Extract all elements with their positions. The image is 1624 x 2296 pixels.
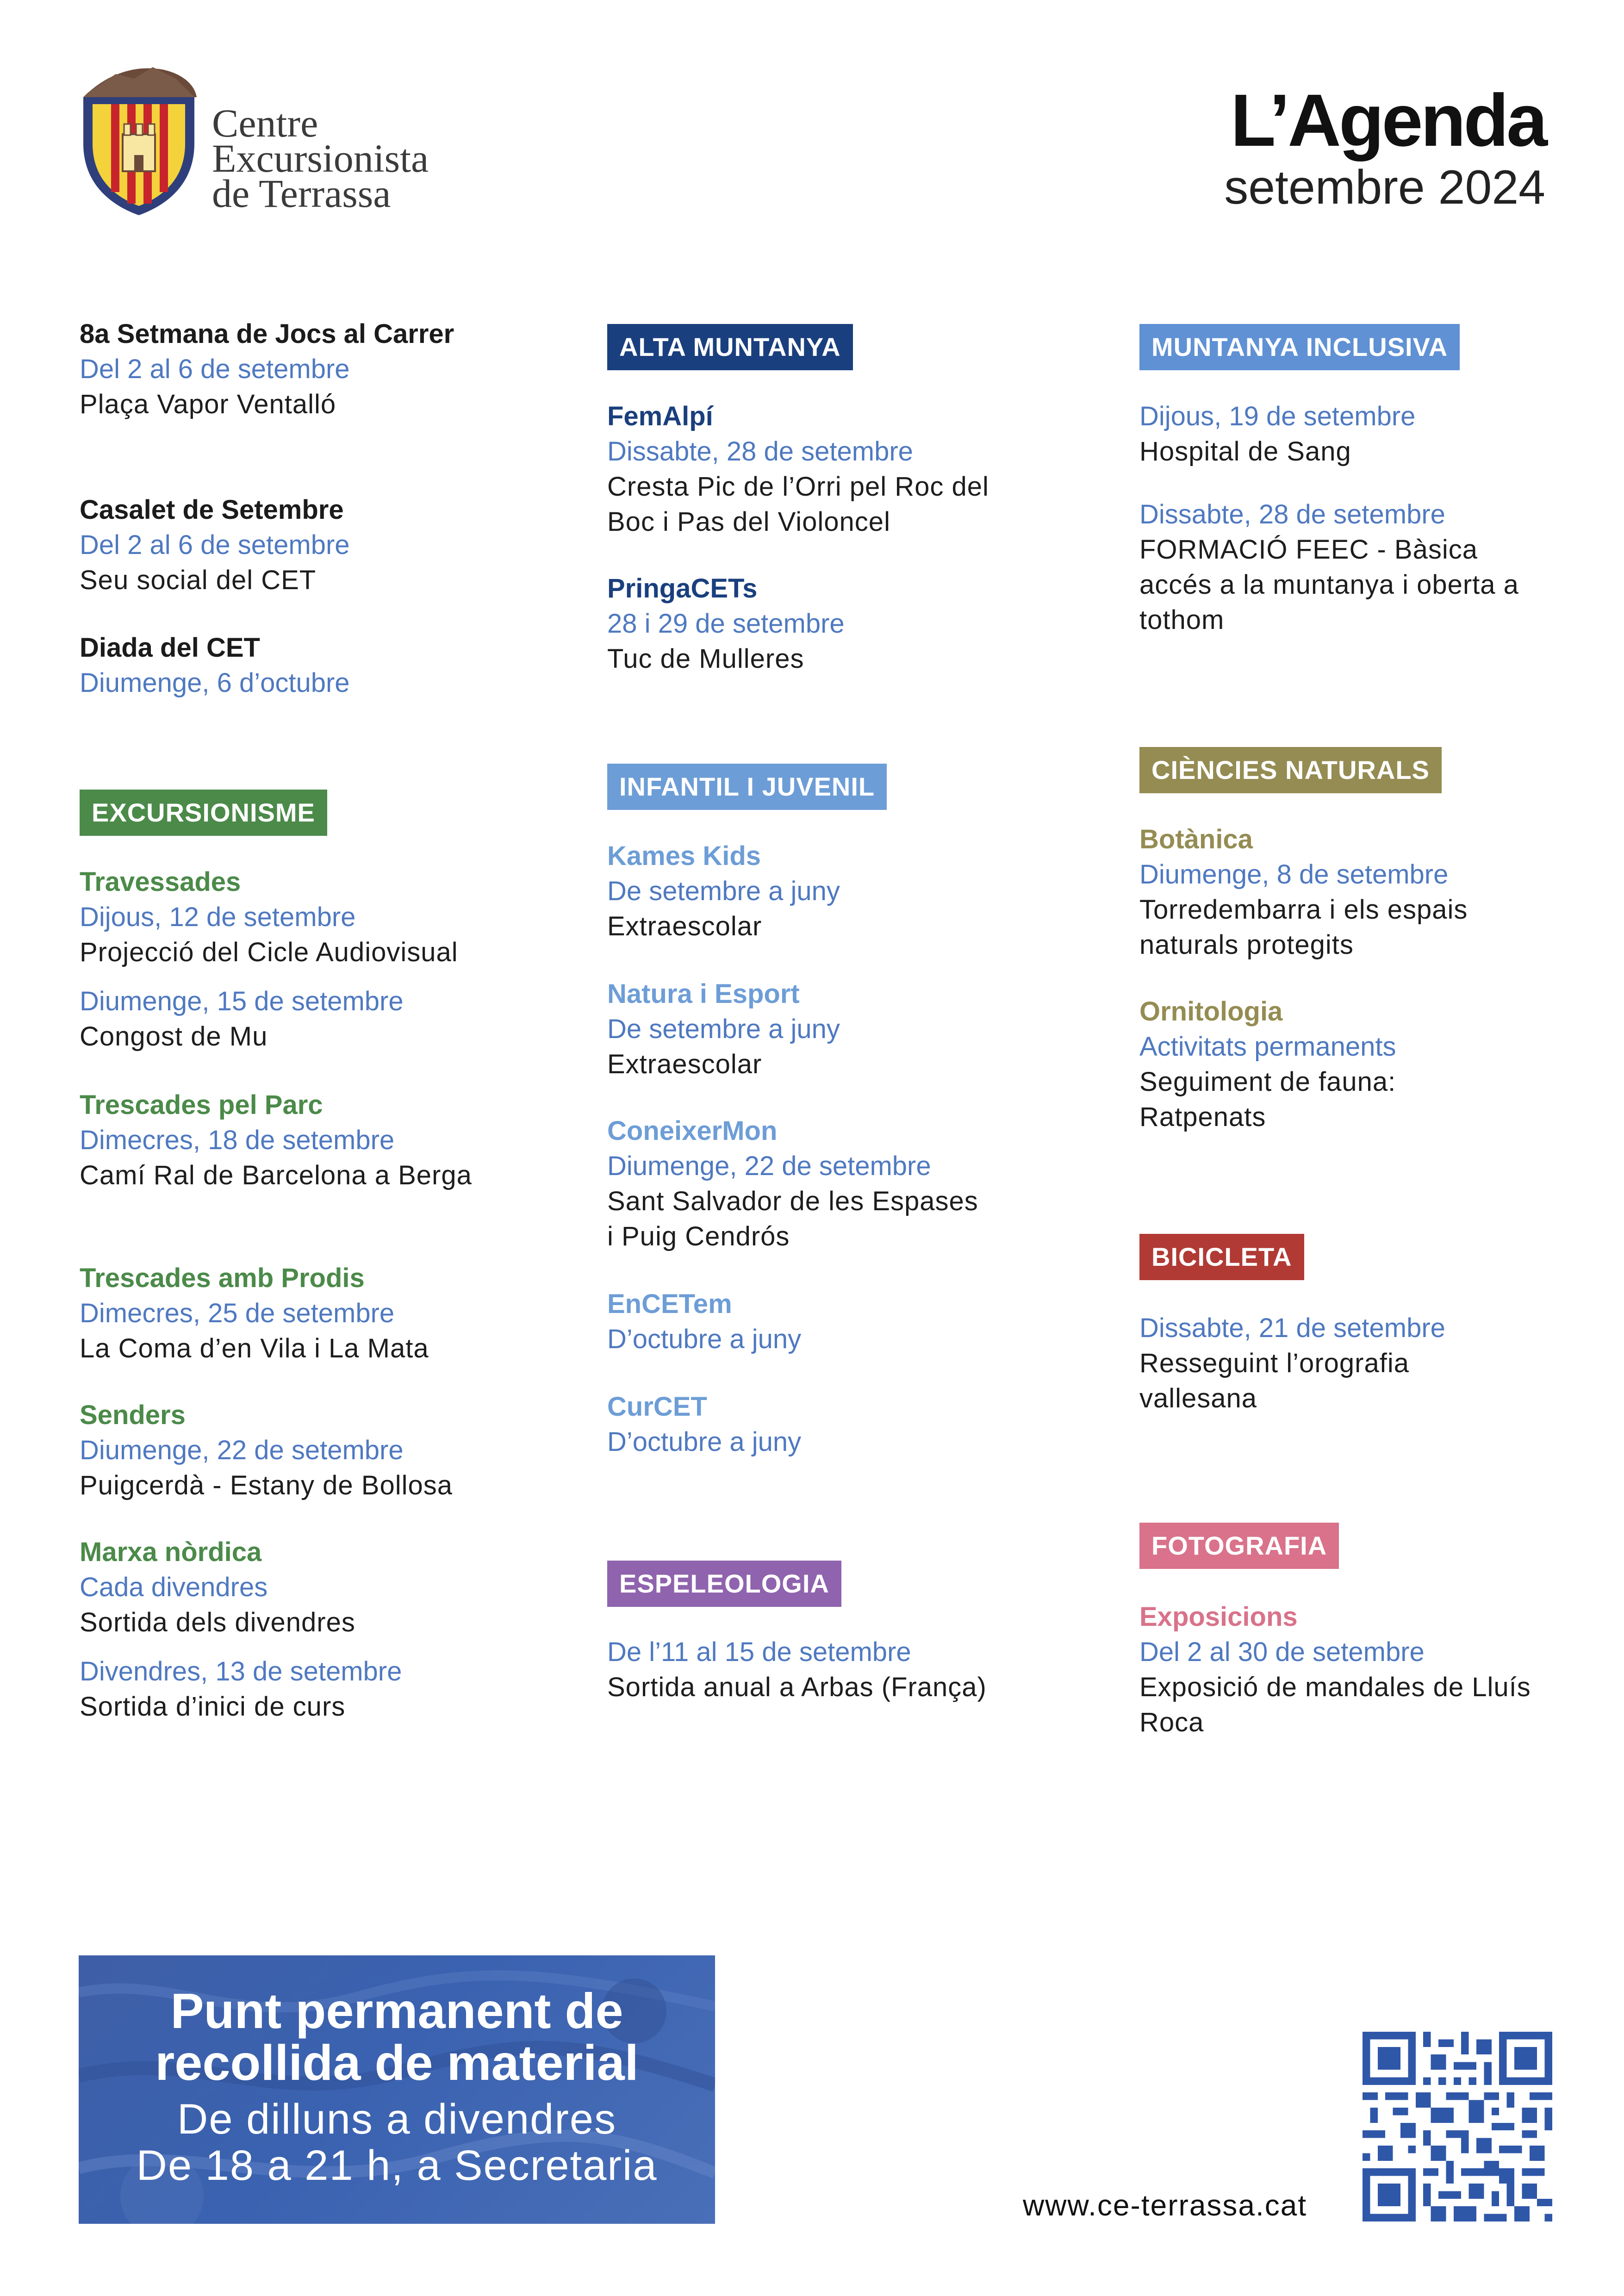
event-date: Dimecres, 18 de setembre	[80, 1125, 395, 1155]
event-name: CurCET	[607, 1392, 707, 1422]
event-place: Cresta Pic de l’Orri pel Roc del Boc i Pas del Violoncel	[607, 472, 989, 537]
banner-line1: Punt permanent de	[170, 1983, 623, 2039]
event-bicicleta	[1139, 1311, 1519, 1416]
tag-ciencies-naturals: CIÈNCIES NATURALS	[1139, 747, 1442, 793]
banner-line4: De 18 a 21 h, a Secretaria	[136, 2142, 658, 2189]
event-name: Kames Kids	[607, 841, 761, 871]
tag-fotografia: FOTOGRAFIA	[1139, 1523, 1339, 1569]
event-date: Del 2 al 30 de setembre	[1139, 1637, 1425, 1667]
event-date: Diumenge, 8 de setembre	[1139, 859, 1449, 890]
tag-alta-muntanya: ALTA MUNTANYA	[607, 324, 853, 370]
banner-text	[79, 1985, 715, 2189]
event-place: Camí Ral de Barcelona a Berga	[80, 1160, 472, 1190]
event-senders	[80, 1398, 542, 1503]
event-place: FORMACIÓ FEEC - Bàsica accés a la muntanya i oberta a tothom	[1139, 535, 1519, 635]
event-place: Extraescolar	[607, 911, 762, 941]
event-encetem	[607, 1287, 1042, 1357]
event-name: EnCETem	[607, 1289, 732, 1319]
brand-line2: Excursionista	[212, 136, 429, 180]
event-formacio-feec	[1139, 497, 1556, 638]
event-coneixermon	[607, 1114, 987, 1254]
event-kames-kids	[607, 839, 1042, 944]
event-date: Dissabte, 21 de setembre	[1139, 1313, 1445, 1343]
event-curcet	[607, 1389, 1042, 1460]
event-date: Diumenge, 6 d’octubre	[80, 668, 350, 698]
event-date: Del 2 al 6 de setembre	[80, 354, 350, 384]
event-marxa-nordica	[80, 1535, 542, 1724]
event-date: 28 i 29 de setembre	[607, 609, 845, 639]
event-place: Sant Salvador de les Espases i Puig Cendrós	[607, 1186, 978, 1251]
event-name: Senders	[80, 1400, 186, 1430]
event-jocs	[80, 317, 496, 422]
event-name: 8a Setmana de Jocs al Carrer	[80, 319, 454, 349]
event-name: Marxa nòrdica	[80, 1537, 262, 1567]
event-diada	[80, 630, 496, 701]
event-date: Dimecres, 25 de setembre	[80, 1298, 395, 1328]
event-name: Casalet de Setembre	[80, 495, 344, 525]
event-espeleologia	[607, 1635, 987, 1705]
event-date: Cada divendres	[80, 1572, 268, 1602]
event-date: Dissabte, 28 de setembre	[1139, 499, 1445, 529]
page-title: L’Agenda	[1230, 79, 1545, 162]
event-name: Natura i Esport	[607, 979, 800, 1009]
event-place: Hospital de Sang	[1139, 436, 1351, 467]
event-date: De l’11 al 15 de setembre	[607, 1637, 911, 1667]
event-place: Tuc de Mulleres	[607, 644, 804, 674]
tag-bicicleta: BICICLETA	[1139, 1234, 1304, 1280]
event-name: Travessades	[80, 867, 241, 897]
page-subtitle: setembre 2024	[1224, 161, 1545, 214]
event-place: Seu social del CET	[80, 565, 317, 595]
event-trescades-prodis	[80, 1261, 542, 1366]
event-place: Sortida d’inici de curs	[80, 1692, 346, 1722]
event-date: Dijous, 19 de setembre	[1139, 401, 1416, 431]
event-name: FemAlpí	[607, 401, 713, 431]
event-date: Divendres, 13 de setembre	[80, 1656, 402, 1686]
tag-muntanya-inclusiva: MUNTANYA INCLUSIVA	[1139, 324, 1460, 370]
event-date: Diumenge, 22 de setembre	[80, 1435, 404, 1465]
event-place: Seguiment de fauna: Ratpenats	[1139, 1067, 1396, 1132]
event-date: Diumenge, 22 de setembre	[607, 1151, 931, 1181]
event-botanica	[1139, 822, 1556, 963]
event-date: D’octubre a juny	[607, 1324, 802, 1354]
event-natura-esport	[607, 977, 1042, 1082]
banner-line3: De dilluns a divendres	[177, 2096, 617, 2143]
event-place: Extraescolar	[607, 1049, 762, 1079]
tag-espeleologia: ESPELEOLOGIA	[607, 1561, 841, 1607]
event-place: Projecció del Cicle Audiovisual	[80, 937, 458, 967]
event-place: La Coma d’en Vila i La Mata	[80, 1333, 429, 1363]
event-name: Diada del CET	[80, 633, 260, 663]
event-name: Botànica	[1139, 824, 1253, 854]
banner-line2: recollida de material	[155, 2035, 639, 2091]
tag-infantil-juvenil: INFANTIL I JUVENIL	[607, 764, 887, 810]
brand-line3: de Terrassa	[212, 171, 391, 216]
brand-name	[212, 101, 429, 216]
event-date: De setembre a juny	[607, 876, 840, 906]
event-place: Puigcerdà - Estany de Bollosa	[80, 1470, 453, 1500]
qr-code-icon[interactable]	[1363, 2032, 1552, 2221]
event-name: Trescades amb Prodis	[80, 1263, 365, 1293]
event-place: Congost de Mu	[80, 1021, 268, 1052]
event-place: Resseguint l’orografia vallesana	[1139, 1348, 1409, 1413]
event-place: Exposició de mandales de Lluís Roca	[1139, 1672, 1531, 1737]
event-name: PringaCETs	[607, 573, 758, 604]
website-link[interactable]: www.ce-terrassa.cat	[1023, 2189, 1307, 2222]
event-date: Del 2 al 6 de setembre	[80, 530, 350, 560]
event-exposicions	[1139, 1599, 1556, 1740]
brand-logo	[79, 65, 495, 222]
event-femalpi	[607, 399, 1042, 540]
brand-line1: Centre	[212, 101, 318, 145]
event-date: De setembre a juny	[607, 1014, 840, 1044]
event-place: Plaça Vapor Ventalló	[80, 389, 336, 419]
event-date: Activitats permanents	[1139, 1032, 1396, 1062]
shield-icon	[79, 65, 199, 218]
event-ornitologia	[1139, 994, 1454, 1135]
event-name: Exposicions	[1139, 1602, 1298, 1632]
event-name: ConeixerMon	[607, 1116, 778, 1146]
event-hospital-sang	[1139, 399, 1556, 469]
event-place: Sortida dels divendres	[80, 1607, 355, 1637]
event-date: Dijous, 12 de setembre	[80, 902, 356, 932]
event-casalet	[80, 492, 496, 598]
event-travessades	[80, 865, 542, 1054]
event-name: Trescades pel Parc	[80, 1090, 323, 1120]
event-trescades-parc	[80, 1088, 487, 1193]
event-pringacets	[607, 571, 1042, 677]
event-place: Torredembarra i els espais naturals protegits	[1139, 895, 1468, 960]
event-date: Diumenge, 15 de setembre	[80, 986, 404, 1016]
event-name: Ornitologia	[1139, 996, 1283, 1027]
event-place: Sortida anual a Arbas (França)	[607, 1672, 987, 1702]
event-date: D’octubre a juny	[607, 1427, 802, 1457]
event-date: Dissabte, 28 de setembre	[607, 436, 913, 467]
material-banner	[79, 1955, 715, 2224]
tag-excursionisme: EXCURSIONISME	[80, 790, 327, 836]
